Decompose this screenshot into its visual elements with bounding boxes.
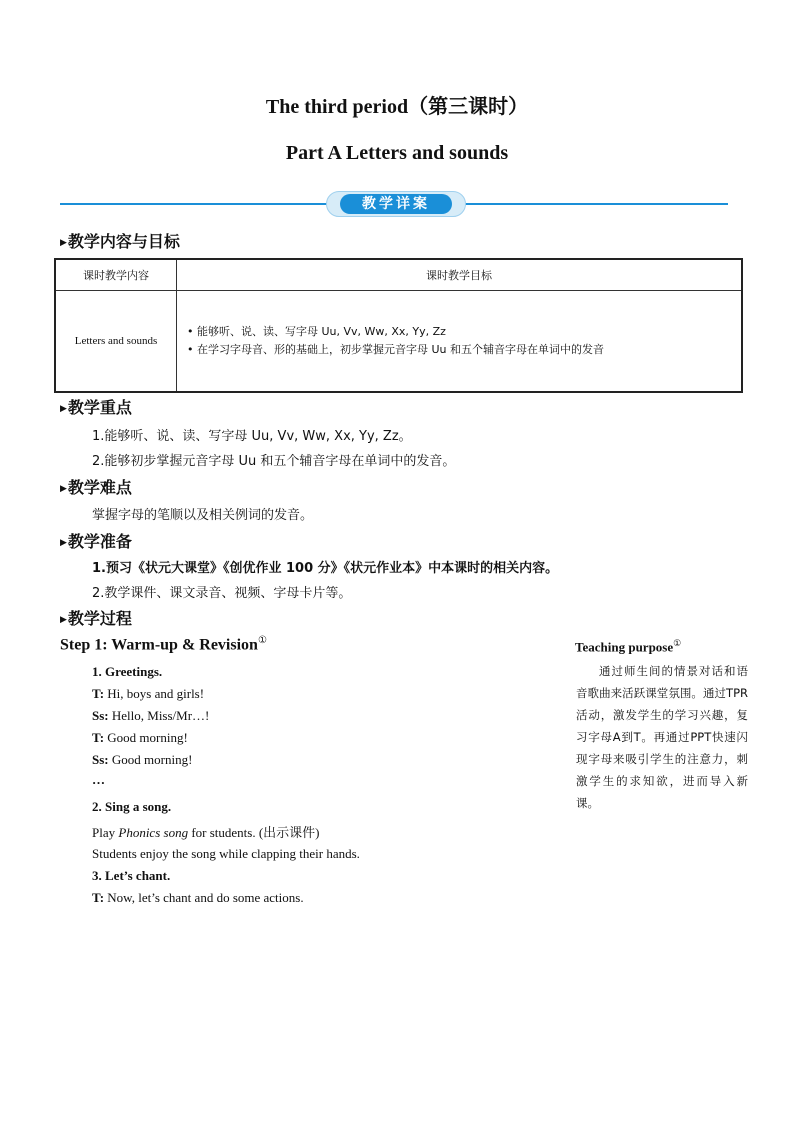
section-heading-difficulties: ▶教学难点: [60, 478, 132, 497]
footnote-mark: ①: [257, 635, 267, 646]
table-header-goals: 课时教学目标: [177, 259, 743, 291]
triangle-bullet-icon: ▶: [60, 615, 67, 625]
teaching-purpose-text: 通过师生间的情景对话和语音歌曲来活跃课堂氛围。通过TPR活动，激发学生的学习兴趣，复习字母A到T。再通过PPT快速闪现字母来吸引学生的注意力，刺激学生的求知欲，进而导入新课。: [576, 664, 748, 810]
chant-title: 3. Let’s chant.: [92, 868, 171, 883]
sing-title: 2. Sing a song.: [92, 799, 172, 814]
sing-line-2: Students enjoy the song while clapping their hands.: [92, 846, 360, 861]
triangle-bullet-icon: ▶: [60, 538, 67, 548]
step-title: Step 1: Warm-up & Revision①: [60, 635, 267, 654]
page-title: The third period（第三课时）: [265, 96, 529, 118]
preparation-item: 2.教学课件、课文录音、视频、字母卡片等。: [92, 586, 352, 601]
difficulty-text: 掌握字母的笔顺以及相关例词的发音。: [92, 508, 314, 523]
section-heading-content-goals: ▶教学内容与目标: [60, 232, 180, 251]
key-point-item: 2.能够初步掌握元音字母 Uu 和五个辅音字母在单词中的发音。: [92, 454, 456, 469]
page-subtitle: Part A Letters and sounds: [285, 142, 509, 164]
preparation-item: 1.预习《状元大课堂》《创优作业 100 分》《状元作业本》中本课时的相关内容。: [92, 561, 559, 576]
banner-line-right: [464, 203, 728, 205]
goal-table: [54, 258, 743, 393]
section-banner: [326, 191, 466, 217]
goal-item: • 在学习字母音、形的基础上，初步掌握元音字母 Uu 和五个辅音字母在单词中的发音: [187, 343, 604, 356]
dialog-line: Ss: Hello, Miss/Mr…!: [92, 708, 210, 723]
table-header-content: 课时教学内容: [55, 259, 177, 291]
footnote-mark: ①: [673, 638, 682, 648]
goal-item: • 能够听、说、读、写字母 Uu, Vv, Ww, Xx, Yy, Zz: [187, 325, 446, 338]
triangle-bullet-icon: ▶: [60, 404, 67, 414]
dialog-line: T: Good morning!: [92, 730, 188, 745]
triangle-bullet-icon: ▶: [60, 238, 67, 248]
section-heading-preparation: ▶教学准备: [60, 532, 132, 551]
dialog-line: Ss: Good morning!: [92, 752, 193, 767]
table-cell-content: Letters and sounds: [55, 291, 177, 393]
key-point-item: 1.能够听、说、读、写字母 Uu, Vv, Ww, Xx, Yy, Zz。: [92, 429, 412, 444]
triangle-bullet-icon: ▶: [60, 484, 67, 494]
chant-line: T: Now, let’s chant and do some actions.: [92, 890, 304, 905]
banner-line-left: [60, 203, 330, 205]
section-heading-key-points: ▶教学重点: [60, 398, 132, 417]
sing-line: Play Phonics song for students. (出示课件): [92, 825, 320, 840]
banner-label: 教学详案: [340, 194, 452, 214]
dialog-line: T: Hi, boys and girls!: [92, 686, 205, 701]
table-cell-goals: [177, 291, 743, 393]
section-heading-process: ▶教学过程: [60, 609, 132, 628]
dialog-ellipsis: …: [92, 772, 105, 787]
greetings-title: 1. Greetings.: [92, 664, 163, 679]
teaching-purpose-title: Teaching purpose①: [575, 638, 682, 655]
